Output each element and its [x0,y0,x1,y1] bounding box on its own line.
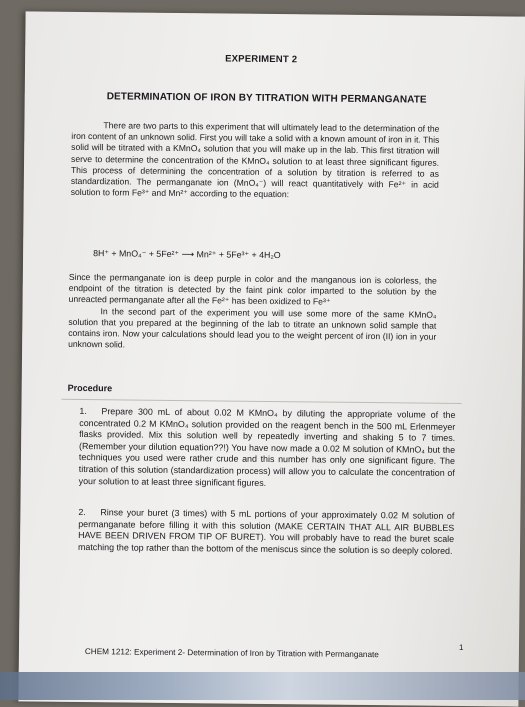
procedure-step-1 [79,406,456,491]
section-divider [62,399,462,404]
page-footer: CHEM 1212: Experiment 2- Determination of Iron by Titration with Permanganate [84,647,379,660]
experiment-label: EXPERIMENT 2 [225,53,298,66]
endpoint-paragraph: Since the permanganate ion is deep purple in color and the manganous ion is colorless, the endpoint of the titration is detected by the faint pink color imparted to the solution by the unreacted permanganate after all the Fe²⁺ has been oxidized to Fe³⁺ [68,271,437,308]
procedure-step-2 [78,507,454,557]
background-fabric [0,672,525,700]
step-text: Prepare 300 mL of about 0.02 M KMnO₄ by diluting the appropriate volume of the concentrated 0.2 M KMnO₄ solution provided on the reagent bench in the 500 mL Erlenmeyer flasks provided. Mix this solution well by repeatedly inverting and shaking 5 to 7 times. (Remember your dilution equation??!) You have now made a 0.02 M solution of KMnO₄ but the techniques you used were rather crude and this number has only one significant figure. The titration of this solution (standardization process) will allow you to calculate the concentration of your solution to at least three significant figures. [78,406,456,488]
document-title: DETERMINATION OF IRON BY TITRATION WITH PERMANGANATE [106,91,427,106]
endpoint-section [68,272,437,354]
reaction-equation: 8H⁺ + MnO₄⁻ + 5Fe²⁺ ⟶ Mn²⁺ + 5Fe³⁺ + 4H₂O [93,248,281,261]
second-part-paragraph: In the second part of the experiment you will use some more of the same KMnO₄ solution that you prepared at the beginning of the lab to titrate an unknown solid sample that contains iron. Now your calculations should lead you to the weight percent of iron (II) ion in your unknown solid. [68,305,437,350]
step-number: 1. [79,405,87,417]
page-number: 1 [458,642,464,653]
intro-paragraph: There are two parts to this experiment that will ultimately lead to the determination of the iron content of an unknown solid. First you will take a solid with a known amount of iron in it. This solid will be titrated with a KMnO₄ solution that you will make up in the lab. This first titration will serve to determine the concentration of the KMnO₄ solution to at least three significant figures. This process of determining the concentration of a solution by titration is referred to as standardization. The permanganate ion (MnO₄⁻) will react quantitatively with Fe²⁺ in acid solution to form Fe³⁺ and Mn²⁺ according to the equation: [70,120,440,200]
document-page [18,11,525,706]
step-number: 2. [78,506,86,518]
step-text: Rinse your buret (3 times) with 5 mL portions of your approximately 0.02 M solution of permanganate before filling it with this solution (MAKE CERTAIN THAT ALL AIR BUBBLES HAVE BEEN DRIVEN FROM TIP OF BURET). You will probably have to read the buret scale matching the top rather than the bottom of the meniscus since the solution is so deeply colored. [77,507,455,556]
procedure-heading: Procedure [67,382,113,394]
